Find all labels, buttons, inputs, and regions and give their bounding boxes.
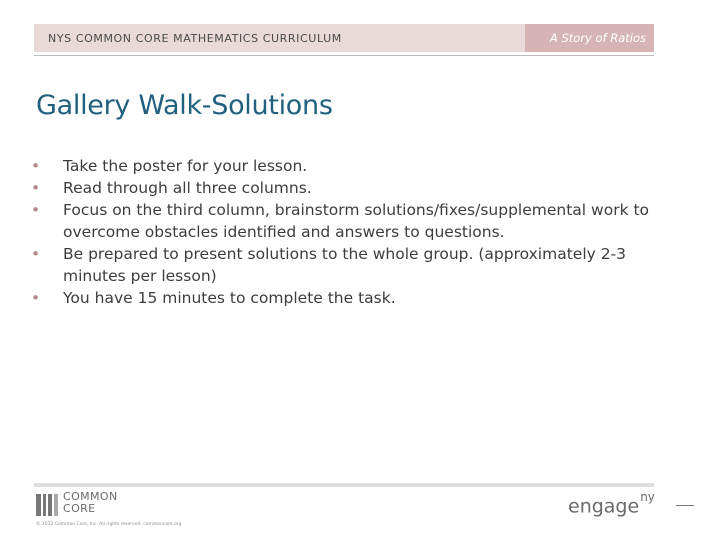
bullet-icon: • (31, 201, 41, 219)
bullet-icon: • (31, 245, 41, 263)
bullet-text: Be prepared to present solutions to the whole group. (approximately 2-3 minutes per lesson) (63, 245, 627, 285)
module-title: A Story of Ratios (549, 31, 646, 45)
bullet-item (28, 243, 678, 287)
curriculum-title: NYS COMMON CORE MATHEMATICS CURRICULUM (48, 32, 342, 45)
engage-logo-text: engage (568, 495, 640, 518)
bullet-item (28, 287, 678, 309)
common-core-logo-icon (36, 494, 58, 516)
bullet-item (28, 155, 678, 177)
footer-dash (676, 505, 694, 506)
bullet-text: Take the poster for your lesson. (63, 157, 308, 175)
bullet-icon: • (31, 157, 41, 175)
engage-logo-sup: ny (640, 490, 655, 504)
engageny-logo (568, 490, 655, 518)
bullet-item (28, 199, 678, 243)
bullet-item (28, 177, 678, 199)
bullet-text: You have 15 minutes to complete the task. (63, 289, 396, 307)
bullet-icon: • (31, 289, 41, 307)
logo-line-1: COMMON (63, 490, 118, 503)
footer-divider (34, 483, 654, 487)
logo-line-2: CORE (63, 502, 96, 515)
bullet-text: Focus on the third column, brainstorm solutions/fixes/supplemental work to overcome obstacles identified and answers to questions. (63, 201, 650, 241)
bullet-text: Read through all three columns. (63, 179, 312, 197)
bullet-icon: • (31, 179, 41, 197)
common-core-logo-text (63, 491, 118, 515)
header-divider (34, 55, 654, 56)
copyright-text: © 2012 Common Core, Inc. All rights reserved. commoncore.org (36, 522, 182, 527)
bullet-list (28, 155, 678, 309)
slide-title: Gallery Walk-Solutions (36, 90, 333, 121)
